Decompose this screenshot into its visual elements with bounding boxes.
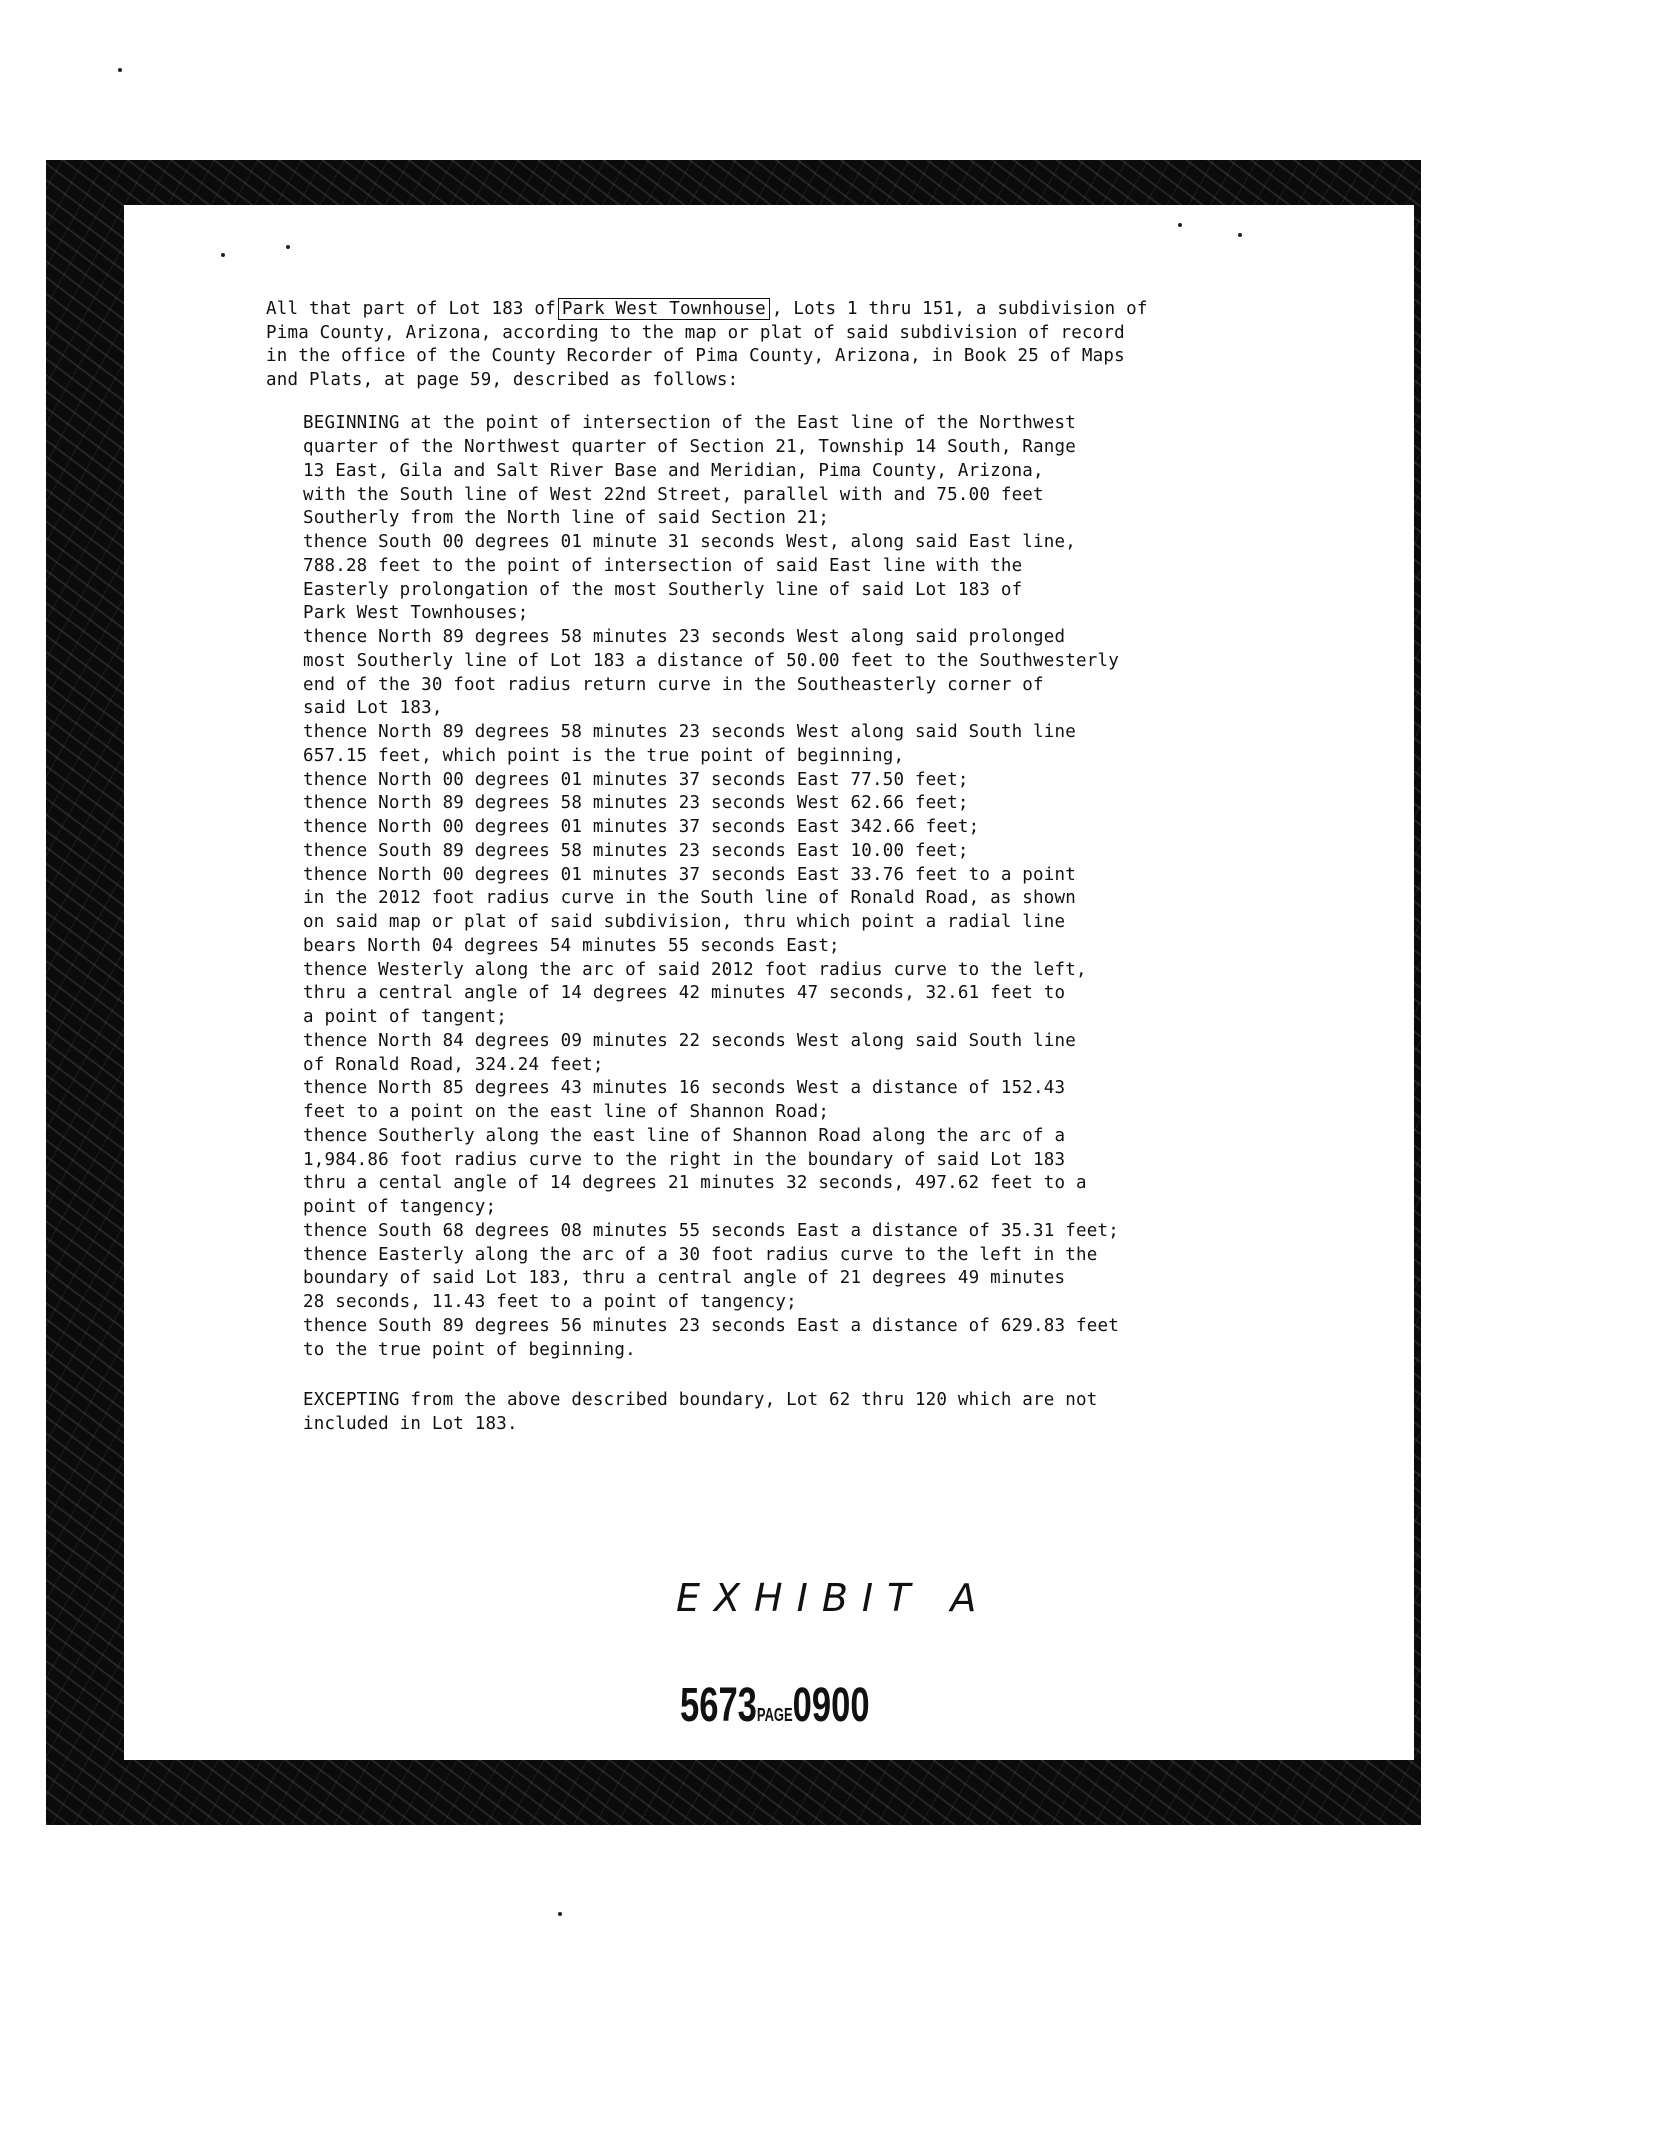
scan-speck bbox=[1238, 233, 1242, 237]
description-line: Easterly prolongation of the most Southerly line of said Lot 183 of bbox=[303, 579, 1023, 600]
exhibit-label: EXHIBIT A bbox=[676, 1576, 991, 1620]
exception-line: included in Lot 183. bbox=[303, 1414, 518, 1435]
description-line: thence South 89 degrees 56 minutes 23 seconds East a distance of 629.83 feet bbox=[303, 1315, 1119, 1336]
description-line: 13 East, Gila and Salt River Base and Meridian, Pima County, Arizona, bbox=[303, 460, 1044, 481]
description-line: thence Southerly along the east line of Shannon Road along the arc of a bbox=[303, 1125, 1066, 1146]
description-line: thence North 89 degrees 58 minutes 23 seconds West along said prolonged bbox=[303, 627, 1066, 648]
description-line: with the South line of West 22nd Street, parallel with and 75.00 feet bbox=[303, 484, 1044, 505]
scan-speck bbox=[286, 245, 290, 249]
description-line: thru a central angle of 14 degrees 42 minutes 47 seconds, 32.61 feet to bbox=[303, 983, 1066, 1004]
scan-speck bbox=[221, 253, 225, 257]
description-line: thence Westerly along the arc of said 2012 foot radius curve to the left, bbox=[303, 959, 1087, 980]
description-line: thru a cental angle of 14 degrees 21 minutes 32 seconds, 497.62 feet to a bbox=[303, 1173, 1087, 1194]
description-line: thence South 00 degrees 01 minute 31 seconds West, along said East line, bbox=[303, 532, 1076, 553]
description-line: of Ronald Road, 324.24 feet; bbox=[303, 1054, 604, 1075]
description-line: thence North 85 degrees 43 minutes 16 seconds West a distance of 152.43 bbox=[303, 1078, 1066, 1099]
intro-line1-after: , Lots 1 thru 151, a subdivision of bbox=[771, 299, 1148, 319]
scan-speck bbox=[1178, 223, 1182, 227]
description-line: 1,984.86 foot radius curve to the right in the boundary of said Lot 183 bbox=[303, 1149, 1066, 1170]
description-line: end of the 30 foot radius return curve in the Southeasterly corner of bbox=[303, 674, 1044, 695]
description-line: 657.15 feet, which point is the true point of beginning, bbox=[303, 745, 905, 766]
description-line: on said map or plat of said subdivision, thru which point a radial line bbox=[303, 912, 1066, 933]
intro-before: All that part of Lot 183 of bbox=[266, 299, 556, 319]
stamp-page-word: PAGE bbox=[756, 1705, 793, 1725]
description-line: bears North 04 degrees 54 minutes 55 seconds East; bbox=[303, 935, 840, 956]
exception-paragraph bbox=[303, 1389, 1266, 1437]
description-line: Southerly from the North line of said Section 21; bbox=[303, 508, 830, 529]
description-line: to the true point of beginning. bbox=[303, 1339, 636, 1360]
subdivision-name-box: Park West Townhouse bbox=[558, 298, 770, 320]
description-line: a point of tangent; bbox=[303, 1007, 507, 1028]
intro-line: Pima County, Arizona, according to the map or plat of said subdivision of record bbox=[266, 322, 1125, 343]
description-line: thence Easterly along the arc of a 30 foot radius curve to the left in the bbox=[303, 1244, 1098, 1265]
intro-line: and Plats, at page 59, described as follows: bbox=[266, 369, 739, 390]
description-line: in the 2012 foot radius curve in the South line of Ronald Road, as shown bbox=[303, 888, 1076, 909]
description-line: 788.28 feet to the point of intersection of said East line with the bbox=[303, 555, 1023, 576]
intro-line: in the office of the County Recorder of Pima County, Arizona, in Book 25 of Maps bbox=[266, 346, 1125, 367]
description-line: thence South 68 degrees 08 minutes 55 seconds East a distance of 35.31 feet; bbox=[303, 1220, 1119, 1241]
stamp-book-number: 5673 bbox=[680, 1679, 757, 1732]
scan-speck bbox=[118, 68, 122, 72]
description-line: said Lot 183, bbox=[303, 698, 443, 719]
description-line: thence North 00 degrees 01 minutes 37 seconds East 33.76 feet to a point bbox=[303, 864, 1076, 885]
stamp-page-number: 0900 bbox=[792, 1679, 870, 1732]
exception-line: EXCEPTING from the above described boundary, Lot 62 thru 120 which are not bbox=[303, 1390, 1098, 1411]
description-line: thence North 84 degrees 09 minutes 22 seconds West along said South line bbox=[303, 1030, 1076, 1051]
description-line: thence North 89 degrees 58 minutes 23 seconds West 62.66 feet; bbox=[303, 793, 969, 814]
description-line: thence North 00 degrees 01 minutes 37 seconds East 342.66 feet; bbox=[303, 817, 980, 838]
description-line: feet to a point on the east line of Shannon Road; bbox=[303, 1102, 830, 1123]
description-line: 28 seconds, 11.43 feet to a point of tangency; bbox=[303, 1292, 797, 1313]
description-line: most Southerly line of Lot 183 a distance of 50.00 feet to the Southwesterly bbox=[303, 650, 1119, 671]
description-line: point of tangency; bbox=[303, 1197, 497, 1218]
intro-line bbox=[266, 298, 1266, 322]
description-line: boundary of said Lot 183, thru a central angle of 21 degrees 49 minutes bbox=[303, 1268, 1066, 1289]
scan-speck bbox=[558, 1912, 562, 1916]
description-line: quarter of the Northwest quarter of Section 21, Township 14 South, Range bbox=[303, 437, 1076, 458]
description-line: thence North 00 degrees 01 minutes 37 seconds East 77.50 feet; bbox=[303, 769, 969, 790]
description-line: thence South 89 degrees 58 minutes 23 seconds East 10.00 feet; bbox=[303, 840, 969, 861]
intro-paragraph bbox=[266, 298, 1266, 392]
boundary-description bbox=[303, 412, 1266, 1362]
description-line: BEGINNING at the point of intersection of the East line of the Northwest bbox=[303, 413, 1076, 434]
legal-description bbox=[266, 298, 1266, 1437]
book-page-stamp bbox=[680, 1678, 870, 1733]
description-line: thence North 89 degrees 58 minutes 23 seconds West along said South line bbox=[303, 722, 1076, 743]
description-line: Park West Townhouses; bbox=[303, 603, 529, 624]
